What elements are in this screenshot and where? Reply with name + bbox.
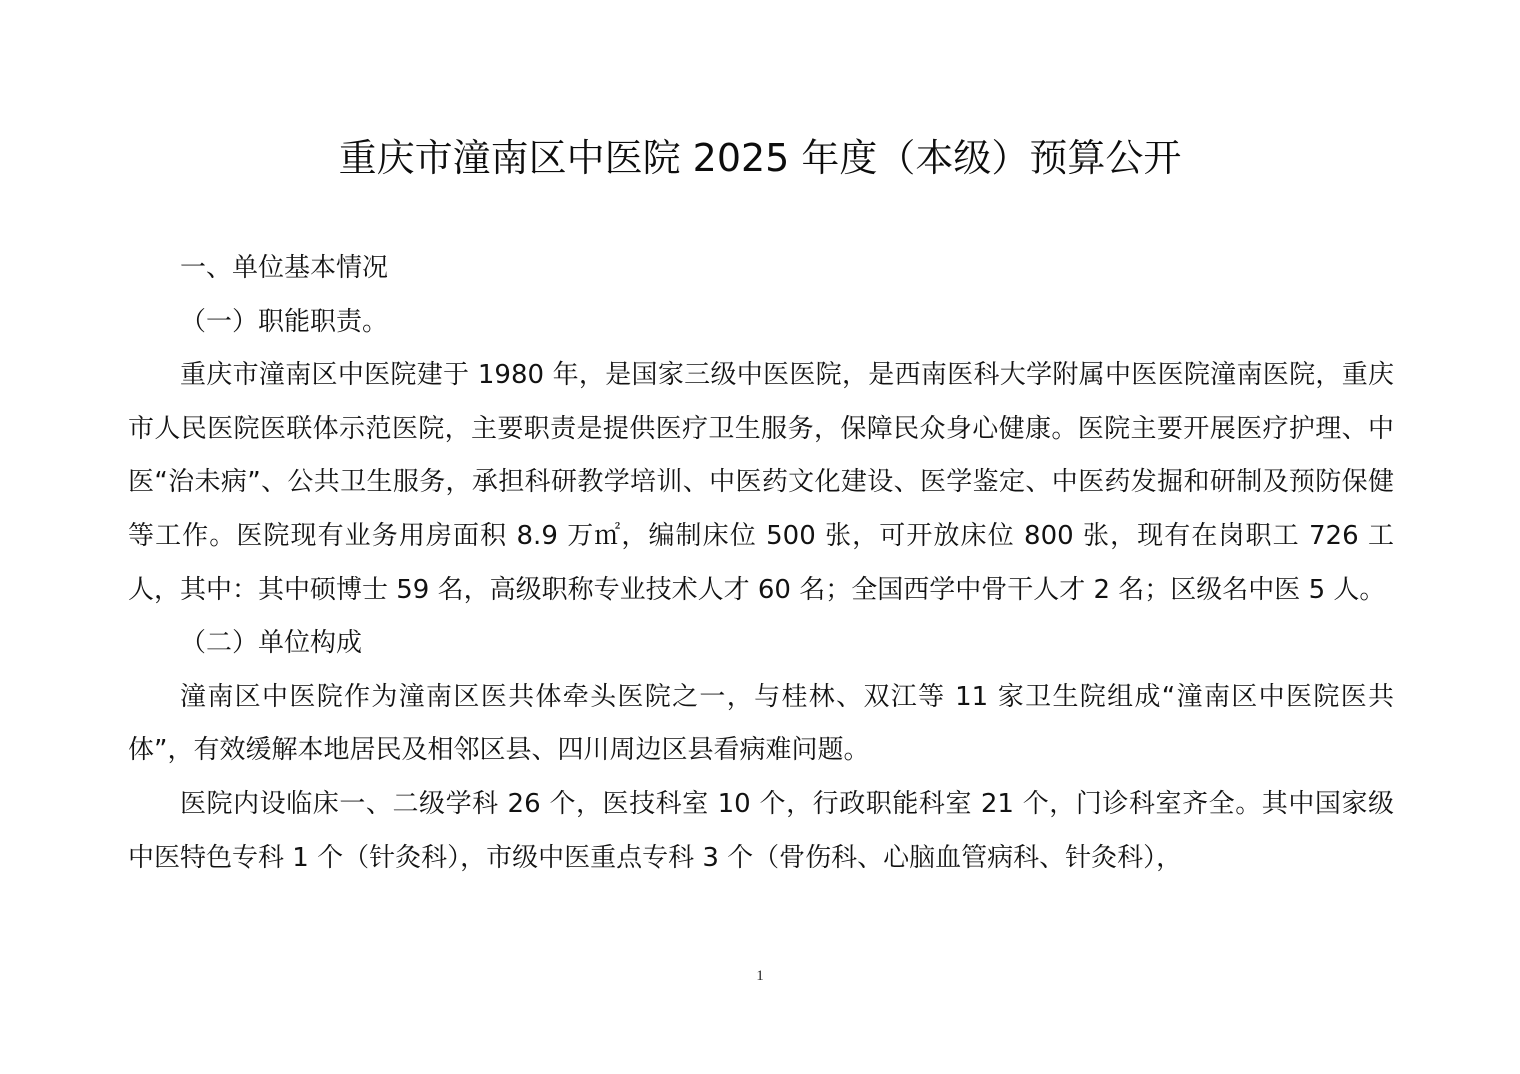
- paragraph-functions: 重庆市潼南区中医院建于 1980 年，是国家三级中医医院，是西南医科大学附属中医医院潼南医院，重庆市人民医院医联体示范医院，主要职责是提供医疗卫生服务，保障民众身心健康。医院主要开展医疗护理、中医“治未病”、公共卫生服务，承担科研教学培训、中医药文化建设、医学鉴定、中医药发掘和研制及预防保健等工作。医院现有业务用房面积 8.9 万㎡，编制床位 500 张，可开放床位 800 张，现有在岗职工 726 工人，其中：其中硕博士 59 名，高级职称专业技术人才 60 名；全国西学中骨干人才 2 名；区级名中医 5 人。: [128, 360, 1394, 605]
- paragraph-composition: 潼南区中医院作为潼南区医共体牵头医院之一，与桂林、双江等 11 家卫生院组成“潼南区中医院医共体”，有效缓解本地居民及相邻区县、四川周边区县看病难问题。: [128, 681, 1394, 766]
- document-body: [128, 242, 1394, 885]
- subsection-heading-functions: （一）职能职责。: [180, 306, 389, 337]
- subsection-heading-composition: （二）单位构成: [180, 628, 363, 659]
- document-title: 重庆市潼南区中医院 2025 年度（本级）预算公开: [338, 136, 1182, 180]
- section-heading-basic-info: 一、单位基本情况: [180, 253, 389, 283]
- page-number: 1: [756, 968, 764, 984]
- paragraph-departments: 医院内设临床一、二级学科 26 个，医技科室 10 个，行政职能科室 21 个，门诊科室齐全。其中国家级中医特色专科 1 个（针灸科），市级中医重点专科 3 个（骨伤科、心脑血管病科、针灸科），: [128, 788, 1394, 873]
